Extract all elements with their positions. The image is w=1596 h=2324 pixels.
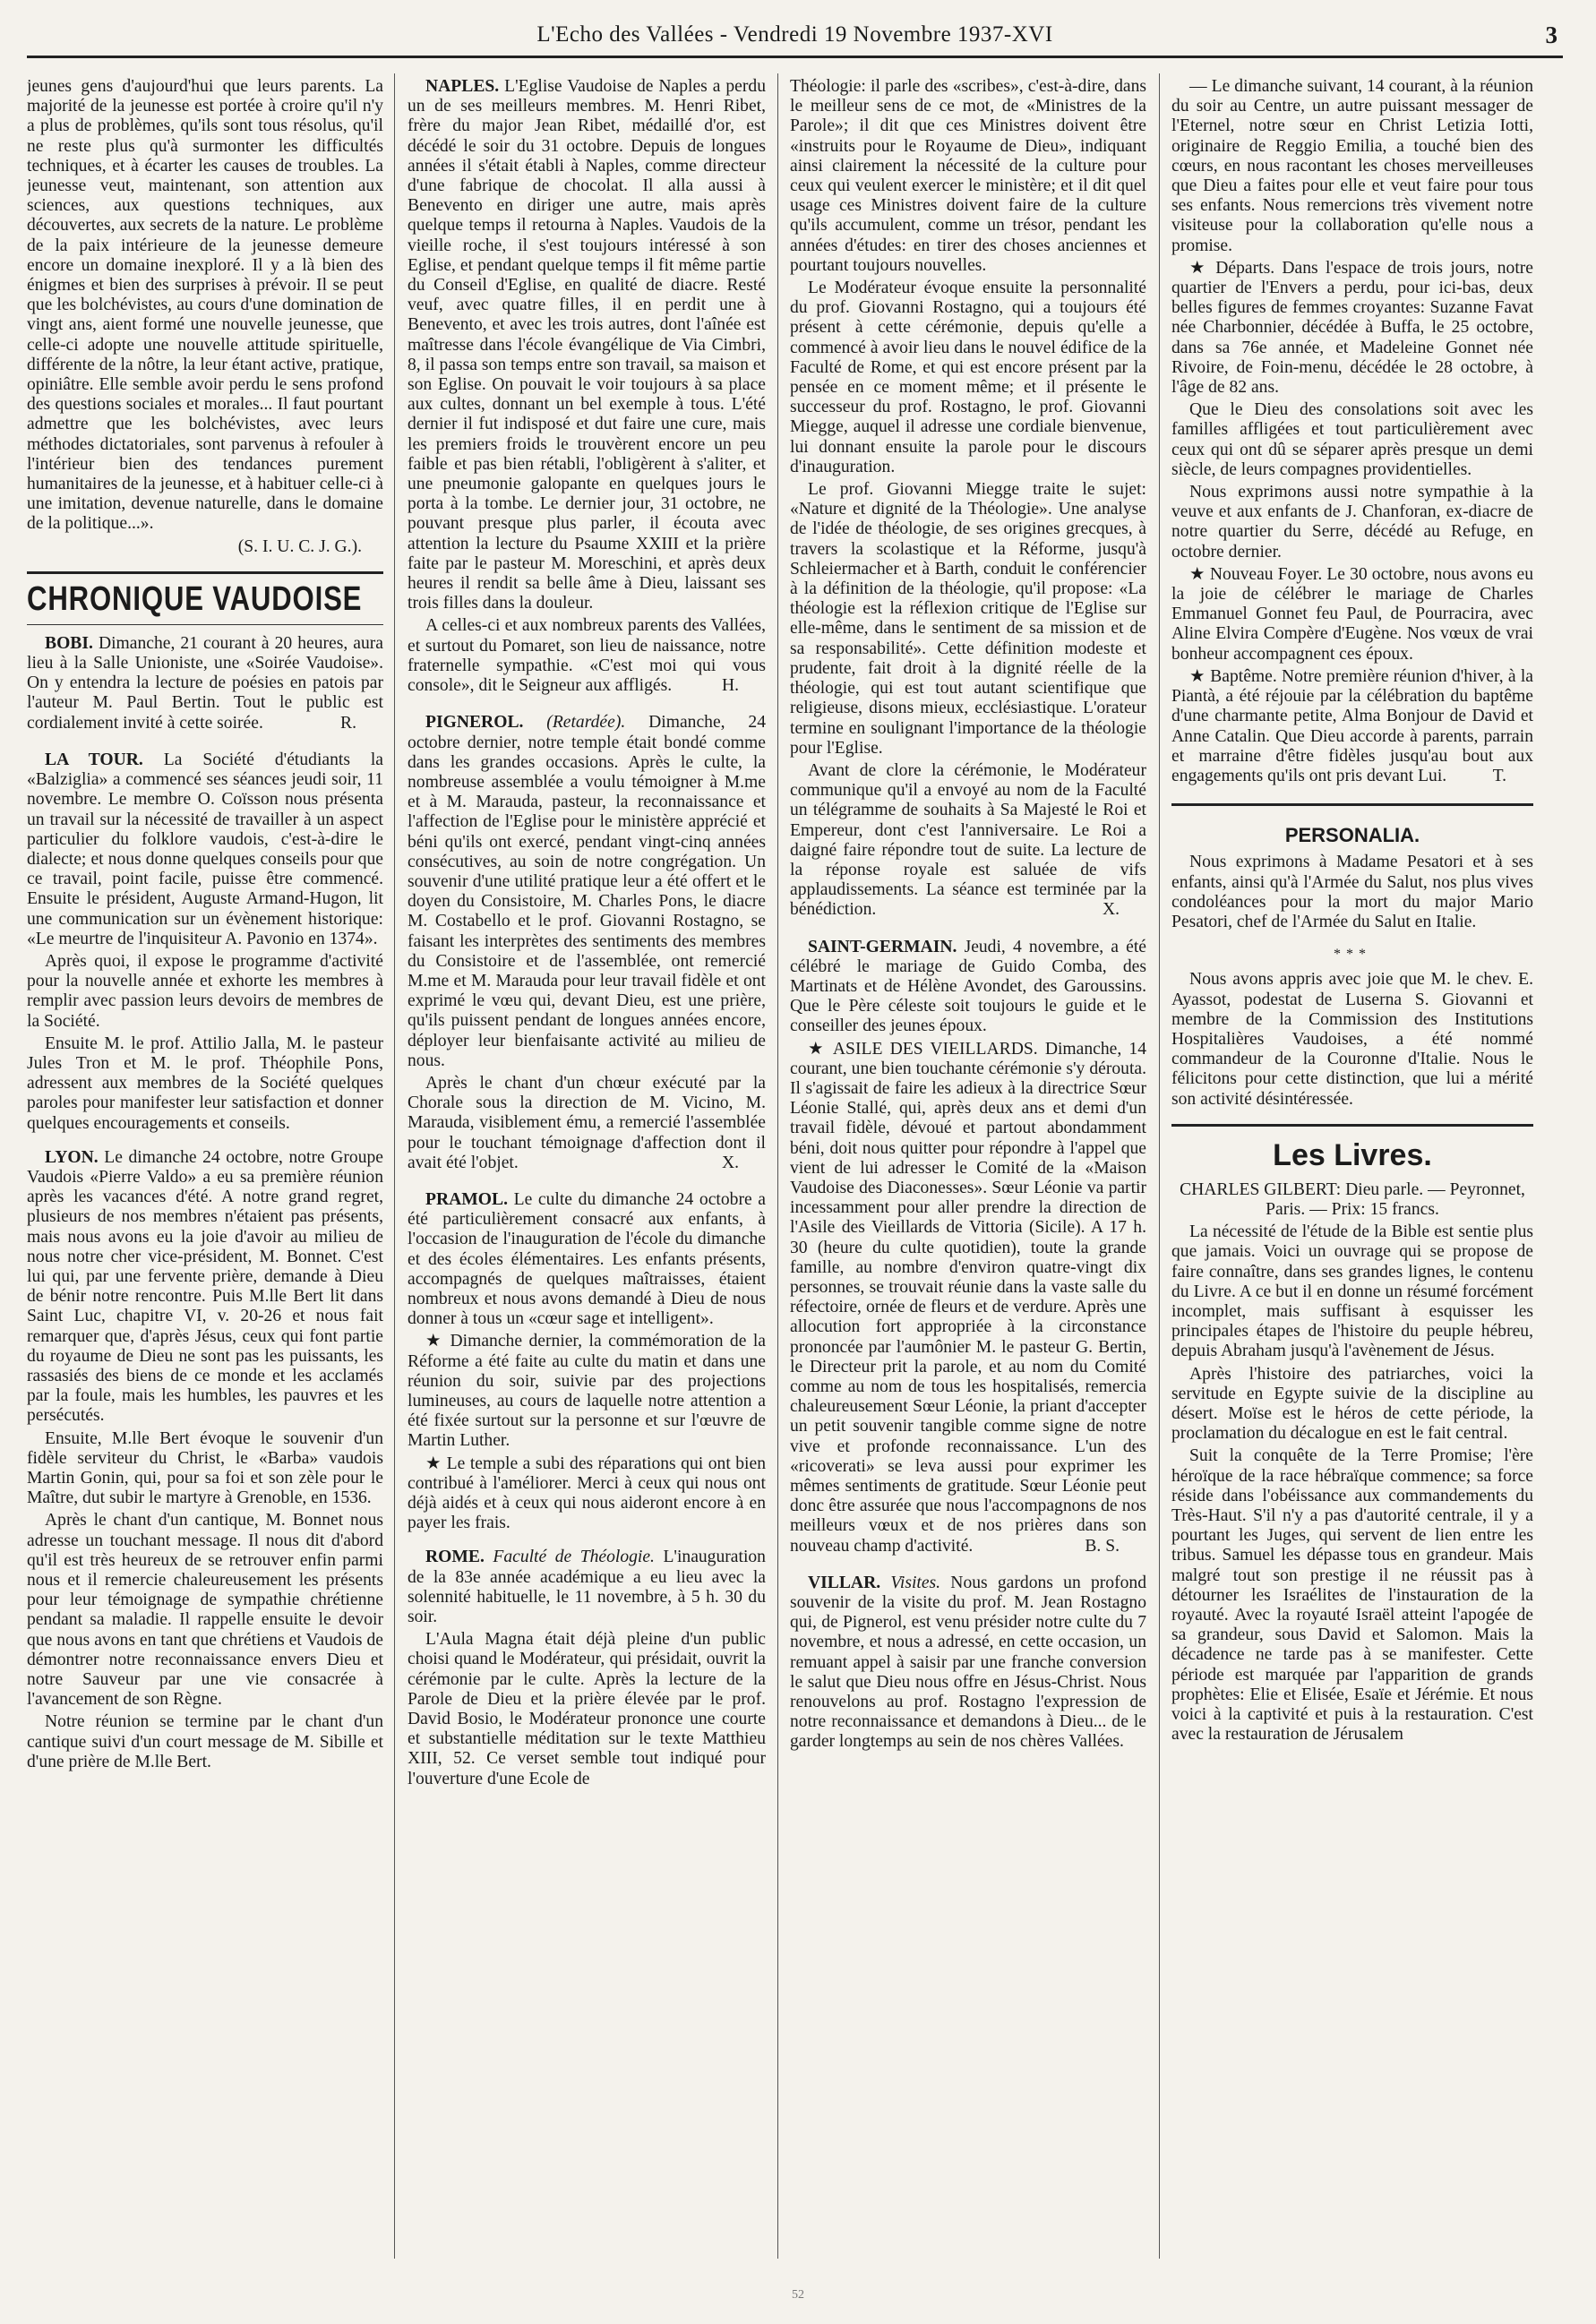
- personalia-heading: PERSONALIA.: [1284, 824, 1420, 847]
- place-name: ROME.: [425, 1548, 485, 1567]
- article-text: Après le chant d'un cantique, M. Bonnet nous adresse un touchant message. Il nous dit d'abord qu'il est très heureux de se retrouver enfin parmi nous et il remercie chaleureusement les présents pour leur témoignage de sympathie chrétienne pendant sa maladie. Il rappelle ensuite le devoir que nous avons en tant que chrétiens et Vaudois de démontrer notre reconnaissance envers Dieu et notre Sauveur par une vie consacrée à l'avancement de son Règne.: [27, 1511, 383, 1710]
- article-text: Théologie: il parle des «scribes», c'est-à-dire, dans le meilleur sens de ce mot, de «Ministres de la Parole»; il dit que ces Ministres doivent être «instruits pour le Royaume de Dieu», indiquant ainsi clairement la nécessité de la culture pour ceux qui veulent exercer le ministère; et il dit quel usage ces Ministres doivent faire de la culture qu'ils accumulent, comme un trésor, pendant les années d'études: en tirer des choses anciennes et pourtant toujours nouvelles.: [790, 77, 1146, 275]
- column-2: [408, 77, 766, 2253]
- news-rome-continued: [790, 77, 1146, 923]
- place-name: BOBI.: [45, 633, 93, 653]
- article-text: Dimanche, 21 courant à 20 heures, aura lieu à la Salle Unioniste, une «Soirée Vaudoise». On y entendra la lecture de poésies en patois par l'auteur M. Paul Bertin. Tout le public est cordialement invité à cette soirée.: [27, 633, 383, 733]
- separator-stars: ***: [1334, 947, 1371, 963]
- article-text: Ensuite M. le prof. Attilio Jalla, M. le pasteur Jules Tron et M. le prof. Théophile Pons, adressent aux membres de la Société quelques paroles pour manifester leur satisfaction et donner quelques encouragements et conseils.: [27, 1033, 383, 1133]
- place-name: SAINT-GERMAIN.: [808, 937, 957, 956]
- article-signature: X.: [721, 1153, 739, 1172]
- place-name: NAPLES.: [425, 77, 500, 96]
- article-text: — Le dimanche suivant, 14 courant, à la réunion du soir au Centre, un autre puissant messager de l'Eternel, notre sœur en Christ Letizia Iotti, originaire de Reggio Emilia, a touché bien des cœurs, en nous racontant les choses merveilleuses que Dieu a faites pour elle et veut faire pour tous ses enfants. Nous remercions très vivement notre visiteuse pour la collaboration qu'elle nous a promise.: [1171, 77, 1533, 255]
- column-1: [27, 77, 383, 2253]
- article-text: Avant de clore la cérémonie, le Modérateur communique qu'il a envoyé au nom de la Faculté un télégramme de souhaits à Sa Majesté le Roi et Empereur, dont c'est l'anniversaire. Le Roi a daigné faire répondre tout de suite. La lecture de la réponse royale est saluée de vifs applaudissements. La séance est terminée par la bénédiction.: [790, 760, 1146, 920]
- place-name: VILLAR.: [808, 1573, 881, 1592]
- article-text: jeunes gens d'aujourd'hui que leurs parents. La majorité de la jeunesse est portée à croire qu'il n'y a plus de problèmes, qu'ils sont tous résolus, qu'il ne reste plus qu'à surmonter les difficultés techniques, et à écarter les causes de troubles. La jeunesse veut, maintenant, son attention aux sciences, aux questions techniques, aux découvertes, aux secrets de la nature. Le problème de la paix intérieure de la jeunesse demeure encore un domaine inexploré. Il y a là bien des énigmes et bien des surprises à prévoir. Il se peut que les bolchévistes, au cours d'une domination de vingt ans, aient formé une nouvelle jeunesse, que celle-ci adopte une nouvelle attitude spirituelle, différente de la nôtre, la leur étant active, pratique, opiniâtre. Elle semble avoir perdu le sens profond des questions sociales et morales... Il faut pourtant admettre que les bolchévistes, avec leurs méthodes dictatoriales, sont parvenus à refouler à l'intérieur bien des tendances purement humanitaires de la jeunesse, et à habituer celle-ci à une imitation, devenue naturelle, dans le domaine de la politique...».: [27, 77, 383, 534]
- article-text: Que le Dieu des consolations soit avec les familles affligées et tout particulièrement avec ceux qui ont dû se séparer après presque un demi siècle, de leurs compagnes providentielles.: [1171, 400, 1533, 479]
- article-text: Le culte du dimanche 24 octobre a été particulièrement consacré aux enfants, à l'occasion de l'inauguration de l'école du dimanche et des écoles élémentaires. Les enfants présents, accompagnés de quelques maîtraisses, étaient nombreux et nous avons demandé à Dieu de nous donner à tous un «cœur sage et intelligent».: [408, 1189, 766, 1329]
- article-text: Dimanche, 24 octobre dernier, notre temple était bondé comme dans les grandes occasions. Après le culte, la nombreuse assemblée a voulu témoigner à M.me et à M. Marauda, pasteur, la reconnaissance et l'affection de l'Eglise pour le ministère apprécié et béni qu'ils ont exercé, pendant vingt-cinq années consécutives, au soin de notre congrégation. Un souvenir d'une utilité pratique leur a été offert et le doyen du Consistoire, M. Charles Pons, le diacre M. Costabello et le prof. Giovanni Rostagno, se faisant les interprètes des sentiments des membres du Consistoire et de l'assemblée, ont remercié M.me et M. Marauda pour leur travail fidèle et ont exprimé le vœu qui, devant Dieu, est une prière, qu'ils puissent pendant de longues années encore, déployer leur bienfaisante activité au milieu de nous.: [408, 713, 766, 1070]
- place-name: PRAMOL.: [425, 1189, 508, 1209]
- news-villar: [790, 1574, 1146, 1753]
- article-text: ★ Nouveau Foyer. Le 30 octobre, nous avons eu la joie de célébrer le mariage de Charles Emmanuel Gonnet feu Paul, de Pourracira, avec Aline Elvira Compère d'Eugène. Nos vœux de vrai bonheur accompagnent ces époux.: [1171, 564, 1533, 664]
- place-note: (Retardée).: [546, 713, 626, 733]
- article-text: ★ ASILE DES VIEILLARDS. Dimanche, 14 courant, une bien touchante cérémonie s'y dérouta. Il s'agissait de faire les adieux à la directrice Sœur Léonie Stallé, qui, après deux ans et demi d'un travail fidèle, dévoué et partout abondamment béni, doit nous quitter pour répondre à l'appel que vient de lui adresser le Comité de la «Maison Vaudoise des Diaconesses». Sœur Léonie va partir incessamment pour aller prendre la direction de l'Asile des Vieillards de Vittoria (Sicile). A 17 h. 30 (heure du culte quotidien), toute la grande famille, au nombre d'environ quatre-vingt dix personnes, se trouvait réunie dans la vaste salle du réfectoire, ornée de fleurs et de verdure. Après une allocution fort appropriée à la circonstance prononcée par l'aumônier M. le pasteur G. Bertin, le Directeur prit la parole, et au nom du Comité comme au nom de tous les hospitalisés, remercia chaleureusement Sœur Léonie, la priant d'accepter un petit souvenir tangible comme signe de notre vive et profonde reconnaissance. L'un des «ricoverati» se leva aussi pour exprimer les mêmes sentiments de gratitude. Sœur Léonie peut donc être assurée que nous l'accompagnons de nos meilleurs vœux et de nos prières dans son nouveau champ d'activité.: [790, 1039, 1146, 1556]
- column-divider: [394, 73, 395, 2259]
- article-text: ★ Dimanche dernier, la commémoration de la Réforme a été faite au culte du matin et dans une réunion du soir, suivie par des projections lumineuses, au cours de laquelle notre attention a été fixée surtout sur la personne et sur l'œuvre de Martin Luther.: [408, 1332, 766, 1451]
- column-divider: [1159, 73, 1160, 2259]
- article-text: Après le chant d'un chœur exécuté par la Chorale sous la direction de M. Vicino, M. Marauda, visiblement ému, a remercié l'assemblée pour le touchant témoignage d'affection dont il avait été l'objet.: [408, 1073, 766, 1172]
- article-signature: H.: [721, 676, 739, 696]
- column-divider: [777, 73, 778, 2259]
- article-text: L'Eglise Vaudoise de Naples a perdu un de ses meilleurs membres. M. Henri Ribet, frère du major Jean Ribet, médaillé d'or, est décédé le soir du 31 octobre. Depuis de longues années il s'était établi à Naples, comme directeur d'une fabrique de chocolat. Il alla aussi à Benevento en diriger une autre, mais après quelque temps il retourna à Naples. Vaudois de la vieille roche, il s'est toujours intéressé à son Eglise, et pendant quelque temps il fit même partie du Conseil d'Eglise, en qualité de diacre. Resté veuf, avec quatre filles, il en perdit une à Benevento, et avec les trois autres, dont l'aînée est maîtresse dans l'école évangélique de Via Cimbri, 8, il passa son temps entre son travail, sa maison et son Eglise. On pouvait le voir toujours à sa place aux cultes, donnant un bel exemple à tous. L'été dernier il fut indisposé et dut faire une cure, mais les premiers froids le trouvèrent encore un peu faible et pas bien rétabli, l'obligèrent à s'aliter, et une pneumonie galopante en quelques jours le porta à la tombe. Le dernier jour, 31 octobre, ne pouvant presque plus parler, il écouta avec attention la lecture du Psaume XXIII et la prière faite par le pasteur M. Moreschini, et après deux heures il rendit sa belle âme à Dieu, laissant ses trois filles dans la douleur.: [408, 77, 766, 613]
- article-youth-continued: [27, 77, 383, 557]
- masthead-title: L'Echo des Vallées - Vendredi 19 Novembre 1937-XVI: [536, 22, 1053, 47]
- news-pignerol: [408, 713, 766, 1176]
- article-text: La Société d'étudiants la «Balziglia» a commencé ses séances jeudi soir, 11 novembre. Le membre O. Coïsson nous présenta un travail sur la nécessité de travailler à un aspect particulier du folklore vaudois, c'est-à-dire le dialecte; et nous donne quelques conseils pour que ce travail, point facile, puisse être commencé. Ensuite le président, Auguste Armand-Hugon, lit une communication sur un évènement historique: «Le meurtre de l'inquisiteur A. Pavonio en 1374».: [27, 750, 383, 948]
- article-signature: X.: [1102, 900, 1120, 920]
- column-3: [790, 77, 1146, 2253]
- news-pramol: [408, 1190, 766, 1533]
- article-text: Le dimanche 24 octobre, notre Groupe Vaudois «Pierre Valdo» a eu sa première réunion après les vacances d'été. A notre grand regret, plusieurs de nos membres n'étaient pas présents, mais nous avons eu la joie d'avoir au milieu de nous notre cher vice-président, M. Bonnet. C'est lui qui, par une fervente prière, demande à Dieu de bénir notre rencontre. Puis M.lle Bert lit dans Saint Luc, chapitre VI, v. 20-26 et nous fait remarquer que, d'après Jésus, ceux qui font partie du royaume de Dieu ne sont pas les puissants, les rassasiés des biens de ce monde et les acclamés par la foule, mais les humbles, les pauvres et les persécutés.: [27, 1147, 383, 1426]
- article-text: Après l'histoire des patriarches, voici la servitude en Egypte suivie de la discipline au désert. Moïse est le héros de cette période, la proclamation du décalogue en est le fait central.: [1171, 1364, 1533, 1444]
- les-livres-heading: Les Livres.: [1273, 1137, 1432, 1172]
- article-text: Ensuite, M.lle Bert évoque le souvenir d'un fidèle serviteur du Christ, le «Barba» vaudois Martin Gonin, qui, pour sa foi et son zèle pour le Maître, dut subir le martyre à Grenoble, en 1536.: [27, 1428, 383, 1508]
- article-signature: R.: [340, 713, 356, 733]
- section-rule: [27, 624, 383, 625]
- article-text: Notre réunion se termine par le chant d'un cantique suivi d'un court message de M. Sibille et d'une prière de M.lle Bert.: [27, 1712, 383, 1771]
- article-text: Nous exprimons à Madame Pesatori et à ses enfants, ainsi qu'à l'Armée du Salut, nos plus vives condoléances pour la mort du major Mario Pesatori, chef de l'Armée du Salut en Italie.: [1171, 853, 1533, 931]
- article-text: La nécessité de l'étude de la Bible est sentie plus que jamais. Voici un ouvrage qui se propose de faire connaître, dans ses grandes lignes, le contenu du Livre. A ce but il en donne un résumé forcément incomplet, mais suffisant à esquisser les principales étapes de l'histoire du peuple hébreu, depuis Abraham jusqu'à l'avènement de Jésus.: [1171, 1222, 1533, 1361]
- column-4: [1171, 77, 1533, 2253]
- news-naples: [408, 77, 766, 699]
- news-saint-germain: [790, 938, 1146, 1559]
- book-reference: CHARLES GILBERT: Dieu parle. — Peyronnet, Paris. — Prix: 15 francs.: [1180, 1179, 1525, 1219]
- article-signature: B. S.: [1085, 1536, 1120, 1556]
- article-text: Jeudi, 4 novembre, a été célébré le mariage de Guido Comba, des Martinats et de Hélène Avondet, des Garoussins. Que le Père céleste soit toujours le guide et le conseiller des jeunes époux.: [790, 937, 1146, 1036]
- news-rome: [408, 1548, 766, 1788]
- news-villar-continued: [1171, 77, 1533, 789]
- place-name: LA TOUR.: [45, 750, 143, 769]
- section-rule: [27, 571, 383, 574]
- news-la-tour: [27, 750, 383, 1134]
- article-text: ★ Baptême. Notre première réunion d'hiver, à la Piantà, a été réjouie par la célébration du baptême d'une charmante petite, Alma Bonjour de David et Anne Catalin. Que Dieu accorde à parents, parrain et marraine d'être fidèles jusqu'au bout aux engagements qu'ils ont pris devant Lui.: [1171, 666, 1533, 785]
- article-signature: T.: [1492, 766, 1506, 785]
- article-text: A celles-ci et aux nombreux parents des Vallées, et surtout du Pomaret, son lieu de naissance, notre fraternelle sympathie. «C'est moi qui vous console», dit le Seigneur aux affligés.: [408, 616, 766, 696]
- book-review: [1171, 1180, 1533, 1745]
- news-lyon: [27, 1148, 383, 1772]
- article-text: Nous exprimons aussi notre sympathie à la veuve et aux enfants de J. Chanforan, ex-diacre de notre quartier du Serre, décédé au Refuge, en octobre dernier.: [1171, 483, 1533, 562]
- article-text: L'Aula Magna était déjà pleine d'un public choisi quand le Modérateur, qui présidait, ouvrit la cérémonie par le culte. Après la lecture de la Parole de Dieu et la prière élevée par le prof. David Bosio, le Modérateur prononce une courte et substantielle méditation sur le texte Matthieu XIII, 52. Ce verset semble tout indiqué pour l'ouverture d'une Ecole de: [408, 1630, 766, 1788]
- page-header: [27, 20, 1563, 58]
- article-signature: (S. I. U. C. J. G.).: [237, 536, 362, 556]
- place-name: LYON.: [45, 1147, 99, 1167]
- article-text: Suit la conquête de la Terre Promise; l'ère héroïque de la race hébraïque commence; sa force réside dans l'obéissance aux commandements du Très-Haut. S'il n'y a pas d'autorité centrale, il y a pourtant les Juges, qui servent de lien entre les tribus. Samuel les dépasse tous en grandeur. Mais malgré tout son prestige il ne réussit pas à détourner les Israélites de l'instauration de la royauté. Avec la royauté Israël atteint l'apogée de sa grandeur, sous David et Salomon. Mais la décadence ne tarde pas à se manifester. Cette période est marquée par l'apparition de grands prophètes: Elie et Elisée, Esaïe et Jérémie. Et nous voici à la captivité et puis à la restauration. C'est avec la restauration de Jérusalem: [1171, 1446, 1533, 1745]
- place-note: Visites.: [890, 1573, 941, 1592]
- news-personalia: [1171, 853, 1533, 1109]
- article-text: Nous gardons un profond souvenir de la visite du prof. M. Jean Rostagno qui, de Pignerol, est venu présider notre culte du 7 novembre, et nous a adressé, en cette occasion, un remuant appel à saisir par une franche conversion le salut que Dieu nous offre en Jésus-Christ. Nous renouvelons au prof. Rostagno l'expression de notre reconnaissance et demandons à Dieu... de le garder longtemps au sein de nos chères Vallées.: [790, 1573, 1146, 1752]
- article-text: ★ Le temple a subi des réparations qui ont bien contribué à l'améliorer. Merci à ceux qui nous ont déjà aidés et à ceux qui nous aideront encore à en payer les frais.: [408, 1454, 766, 1533]
- chronique-vaudoise-heading: CHRONIQUE VAUDOISE: [27, 579, 363, 618]
- news-bobi: [27, 634, 383, 736]
- page-number: 3: [1545, 21, 1557, 48]
- section-rule: [1171, 803, 1533, 806]
- article-text: ★ Départs. Dans l'espace de trois jours, notre quartier de l'Envers a perdu, pour ici-bas, deux belles figures de femmes croyantes: Suzanne Favat née Charbonnier, décédée à Buffa, le 25 octobre, dans sa 76e année, et Madeleine Gonnet née Rivoire, de Foin-menu, décédée le 28 octobre, à l'âge de 82 ans.: [1171, 258, 1533, 398]
- article-text: Nous avons appris avec joie que M. le chev. E. Ayassot, podestat de Luserna S. Giovanni et membre de la Commission des Institutions Hospitalières Vaudoises, a été nommé commandeur de la Couronne d'Italie. Nous le félicitons pour cette distinction, que lui a mérité son activité désintéressée.: [1171, 970, 1533, 1109]
- article-text: Le prof. Giovanni Miegge traite le sujet: «Nature et dignité de la Théologie». Une analyse de l'idée de théologie, de ses origines grecques, à travers la scolastique et la Réforme, jusqu'à Schleiermacher et à Barth, conduit le conférencier à la définition de la théologie, qu'il propose: «La théologie est la réflexion critique de l'Eglise sur elle-même, dans le sentiment de sa mission et de sa responsabilité». Cette définition modeste et prudente, fait droit à la dignité réelle de la théologie, qui est tout autant scientifique que religieuse, disons mieux, ecclésiastique. L'orateur termine en soulignant l'importance de la théologie pour l'Eglise.: [790, 480, 1146, 758]
- article-text: Le Modérateur évoque ensuite la personnalité du prof. Giovanni Rostagno, qui a toujours été présent à cette cérémonie, depuis qu'elle a commencé à avoir lieu dans le nouvel édifice de la Faculté de Rome, et qui est encore présent par la pensée en ce moment même; et il présente le successeur du prof. Rostagno, le prof. Giovanni Miegge, auquel il adresse une cordiale bienvenue, lui donnant ensuite la parole pour le discours d'inauguration.: [790, 279, 1146, 476]
- page-footer-number: 52: [792, 2288, 804, 2302]
- article-text: Après quoi, il expose le programme d'activité pour la nouvelle année et exhorte les membres à remplir avec passion leurs devoirs de membres de la Société.: [27, 951, 383, 1031]
- place-note: Faculté de Théologie.: [493, 1548, 655, 1567]
- article-text: L'inauguration de la 83e année académique a eu lieu avec la solennité habituelle, le 11 novembre, à 5 h. 30 du soir.: [408, 1548, 766, 1627]
- place-name: PIGNEROL.: [425, 713, 524, 733]
- section-rule: [1171, 1124, 1533, 1127]
